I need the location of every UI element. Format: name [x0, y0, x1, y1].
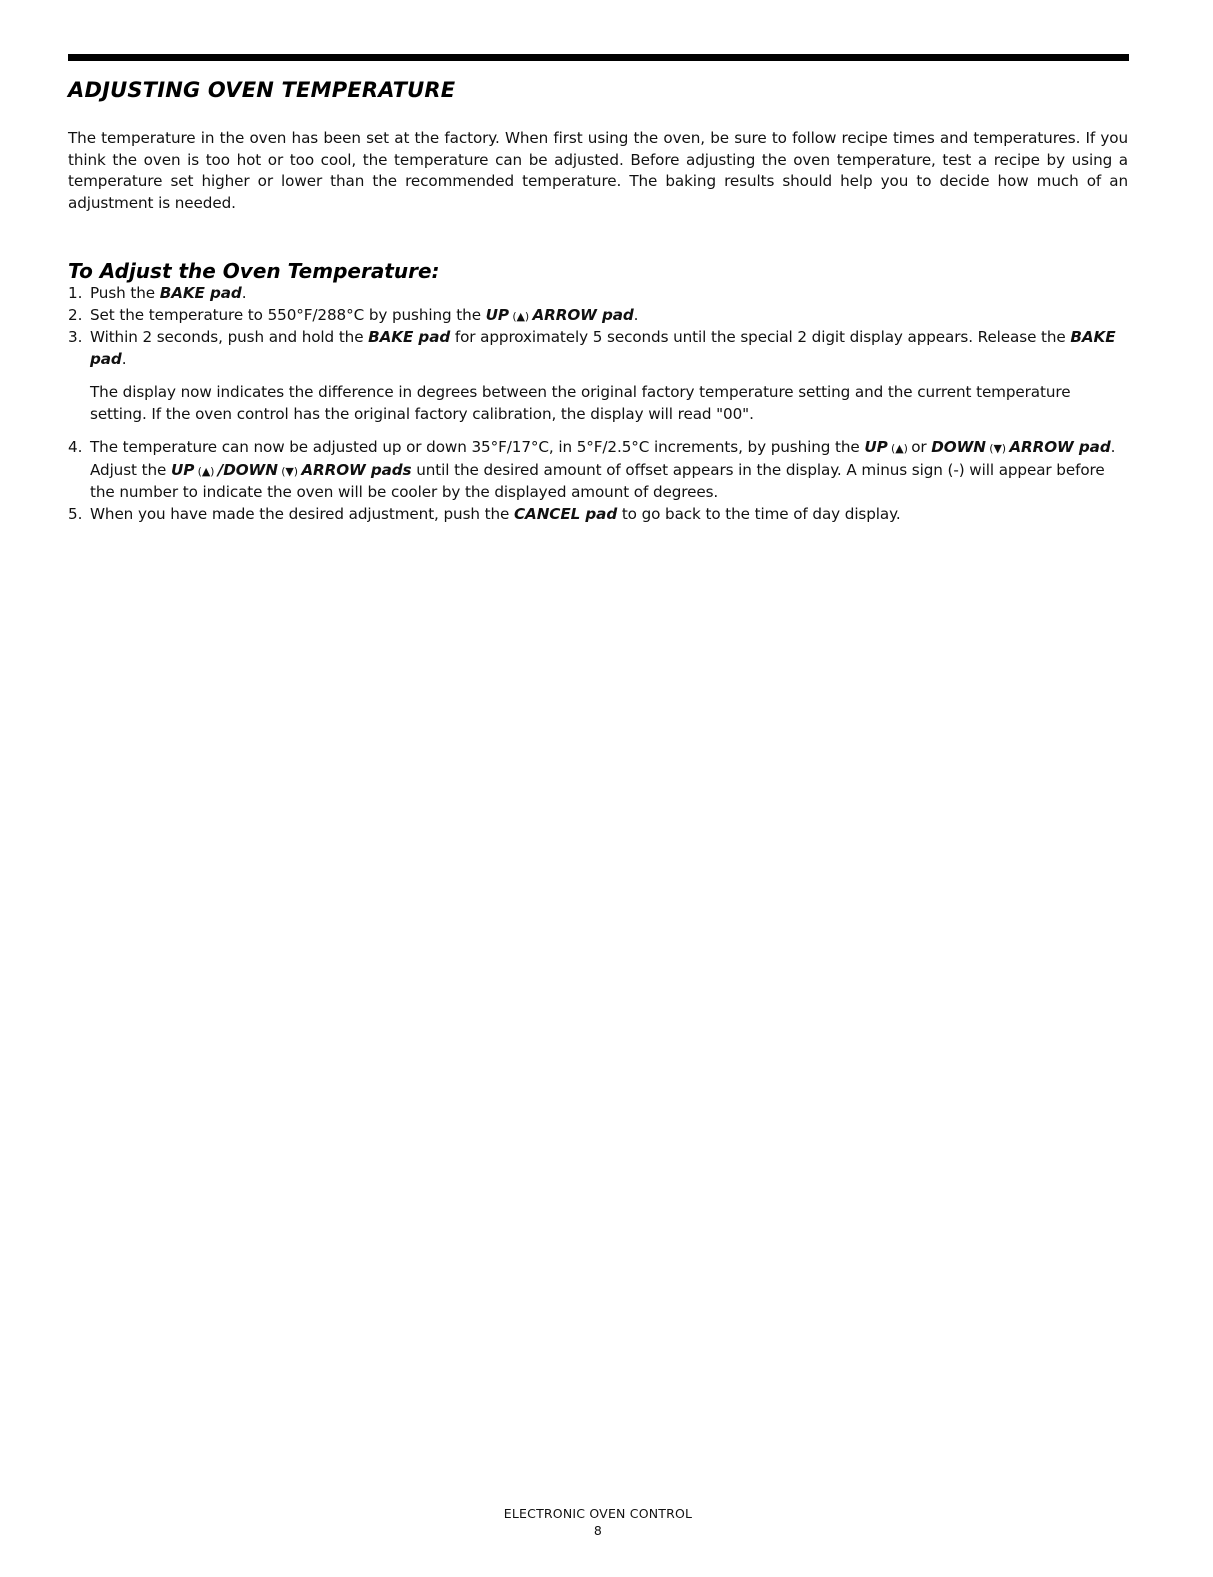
- step-text: until the desired amount of offset appears in the display. A minus sign (-) will appear before the number to indicate the oven will be cooler by the displayed amount of degrees.: [90, 460, 1105, 501]
- step-3: [68, 327, 1128, 370]
- subsection-title: To Adjust the Oven Temperature:: [68, 259, 440, 283]
- step-text: .: [633, 305, 639, 324]
- step-number: 2.: [68, 305, 83, 324]
- step-text: When you have made the desired adjustment, push the: [90, 504, 514, 523]
- step-text: or: [911, 438, 932, 456]
- keyword: UP: [485, 305, 509, 324]
- keyword: BAKE pad: [159, 284, 242, 302]
- up-arrow-icon: (▲): [887, 442, 912, 455]
- down-arrow-icon: (▼): [985, 442, 1010, 455]
- display-note: [68, 382, 1128, 425]
- spacer: [68, 425, 1128, 437]
- page-number: 8: [593, 1523, 603, 1538]
- step-text: The temperature can now be adjusted up or down 35°F/17°C, in 5°F/2.5°C increments, by pushing the: [90, 438, 865, 456]
- keyword: CANCEL pad: [514, 504, 618, 523]
- down-arrow-icon: (▼): [277, 464, 302, 478]
- keyword: ARROW pad: [532, 305, 634, 324]
- step-5: [68, 504, 1128, 526]
- intro-paragraph: The temperature in the oven has been set at the factory. When first using the oven, be sure to follow recipe times and temperatures. If you think the oven is too hot or too cool, the temperature can be adjusted. Before adjusting the oven temperature, test a recipe by using a temperature set higher or lower than the recommended temperature. The baking results should help you to decide how much of an adjustment is needed.: [68, 129, 1128, 212]
- note-text: The display now indicates the difference in degrees between the original factory temperature setting and the current temperature setting. If the oven control has the original factory calibration, the display will read "00".: [90, 383, 1071, 423]
- header-rule: [68, 54, 1129, 61]
- step-text: to go back to the time of day display.: [617, 504, 901, 523]
- up-arrow-icon: (▲): [508, 309, 533, 323]
- step-4: [68, 437, 1128, 504]
- footer-title: ELECTRONIC OVEN CONTROL: [503, 1506, 693, 1521]
- step-text: . Adjust the: [90, 438, 1116, 479]
- keyword: UP: [864, 438, 888, 456]
- up-arrow-icon: (▲): [194, 464, 218, 478]
- step-number: 3.: [68, 328, 83, 346]
- keyword: BAKE pad: [368, 328, 451, 346]
- step-number: 1.: [68, 284, 83, 302]
- keyword: ARROW pad: [1009, 438, 1111, 456]
- step-text: for approximately 5 seconds until the special 2 digit display appears. Release the: [450, 328, 1071, 346]
- keyword: UP: [170, 460, 195, 479]
- step-number: 4.: [68, 438, 83, 456]
- spacer: [68, 370, 1128, 382]
- step-2: [68, 305, 1128, 328]
- keyword: /DOWN: [217, 460, 278, 479]
- step-text: Within 2 seconds, push and hold the: [90, 328, 369, 346]
- keyword: ARROW pads: [301, 460, 412, 479]
- step-text: Push the: [90, 284, 160, 302]
- step-text: .: [121, 349, 127, 368]
- step-number: 5.: [68, 504, 83, 523]
- steps-list: [68, 283, 1128, 525]
- step-text: Set the temperature to 550°F/288°C by pushing the: [90, 305, 486, 324]
- keyword: DOWN: [931, 438, 986, 456]
- section-title: ADJUSTING OVEN TEMPERATURE: [68, 78, 456, 102]
- keyword: BAKE pad: [90, 328, 1116, 368]
- step-text: .: [241, 284, 247, 302]
- step-1: [68, 283, 1128, 305]
